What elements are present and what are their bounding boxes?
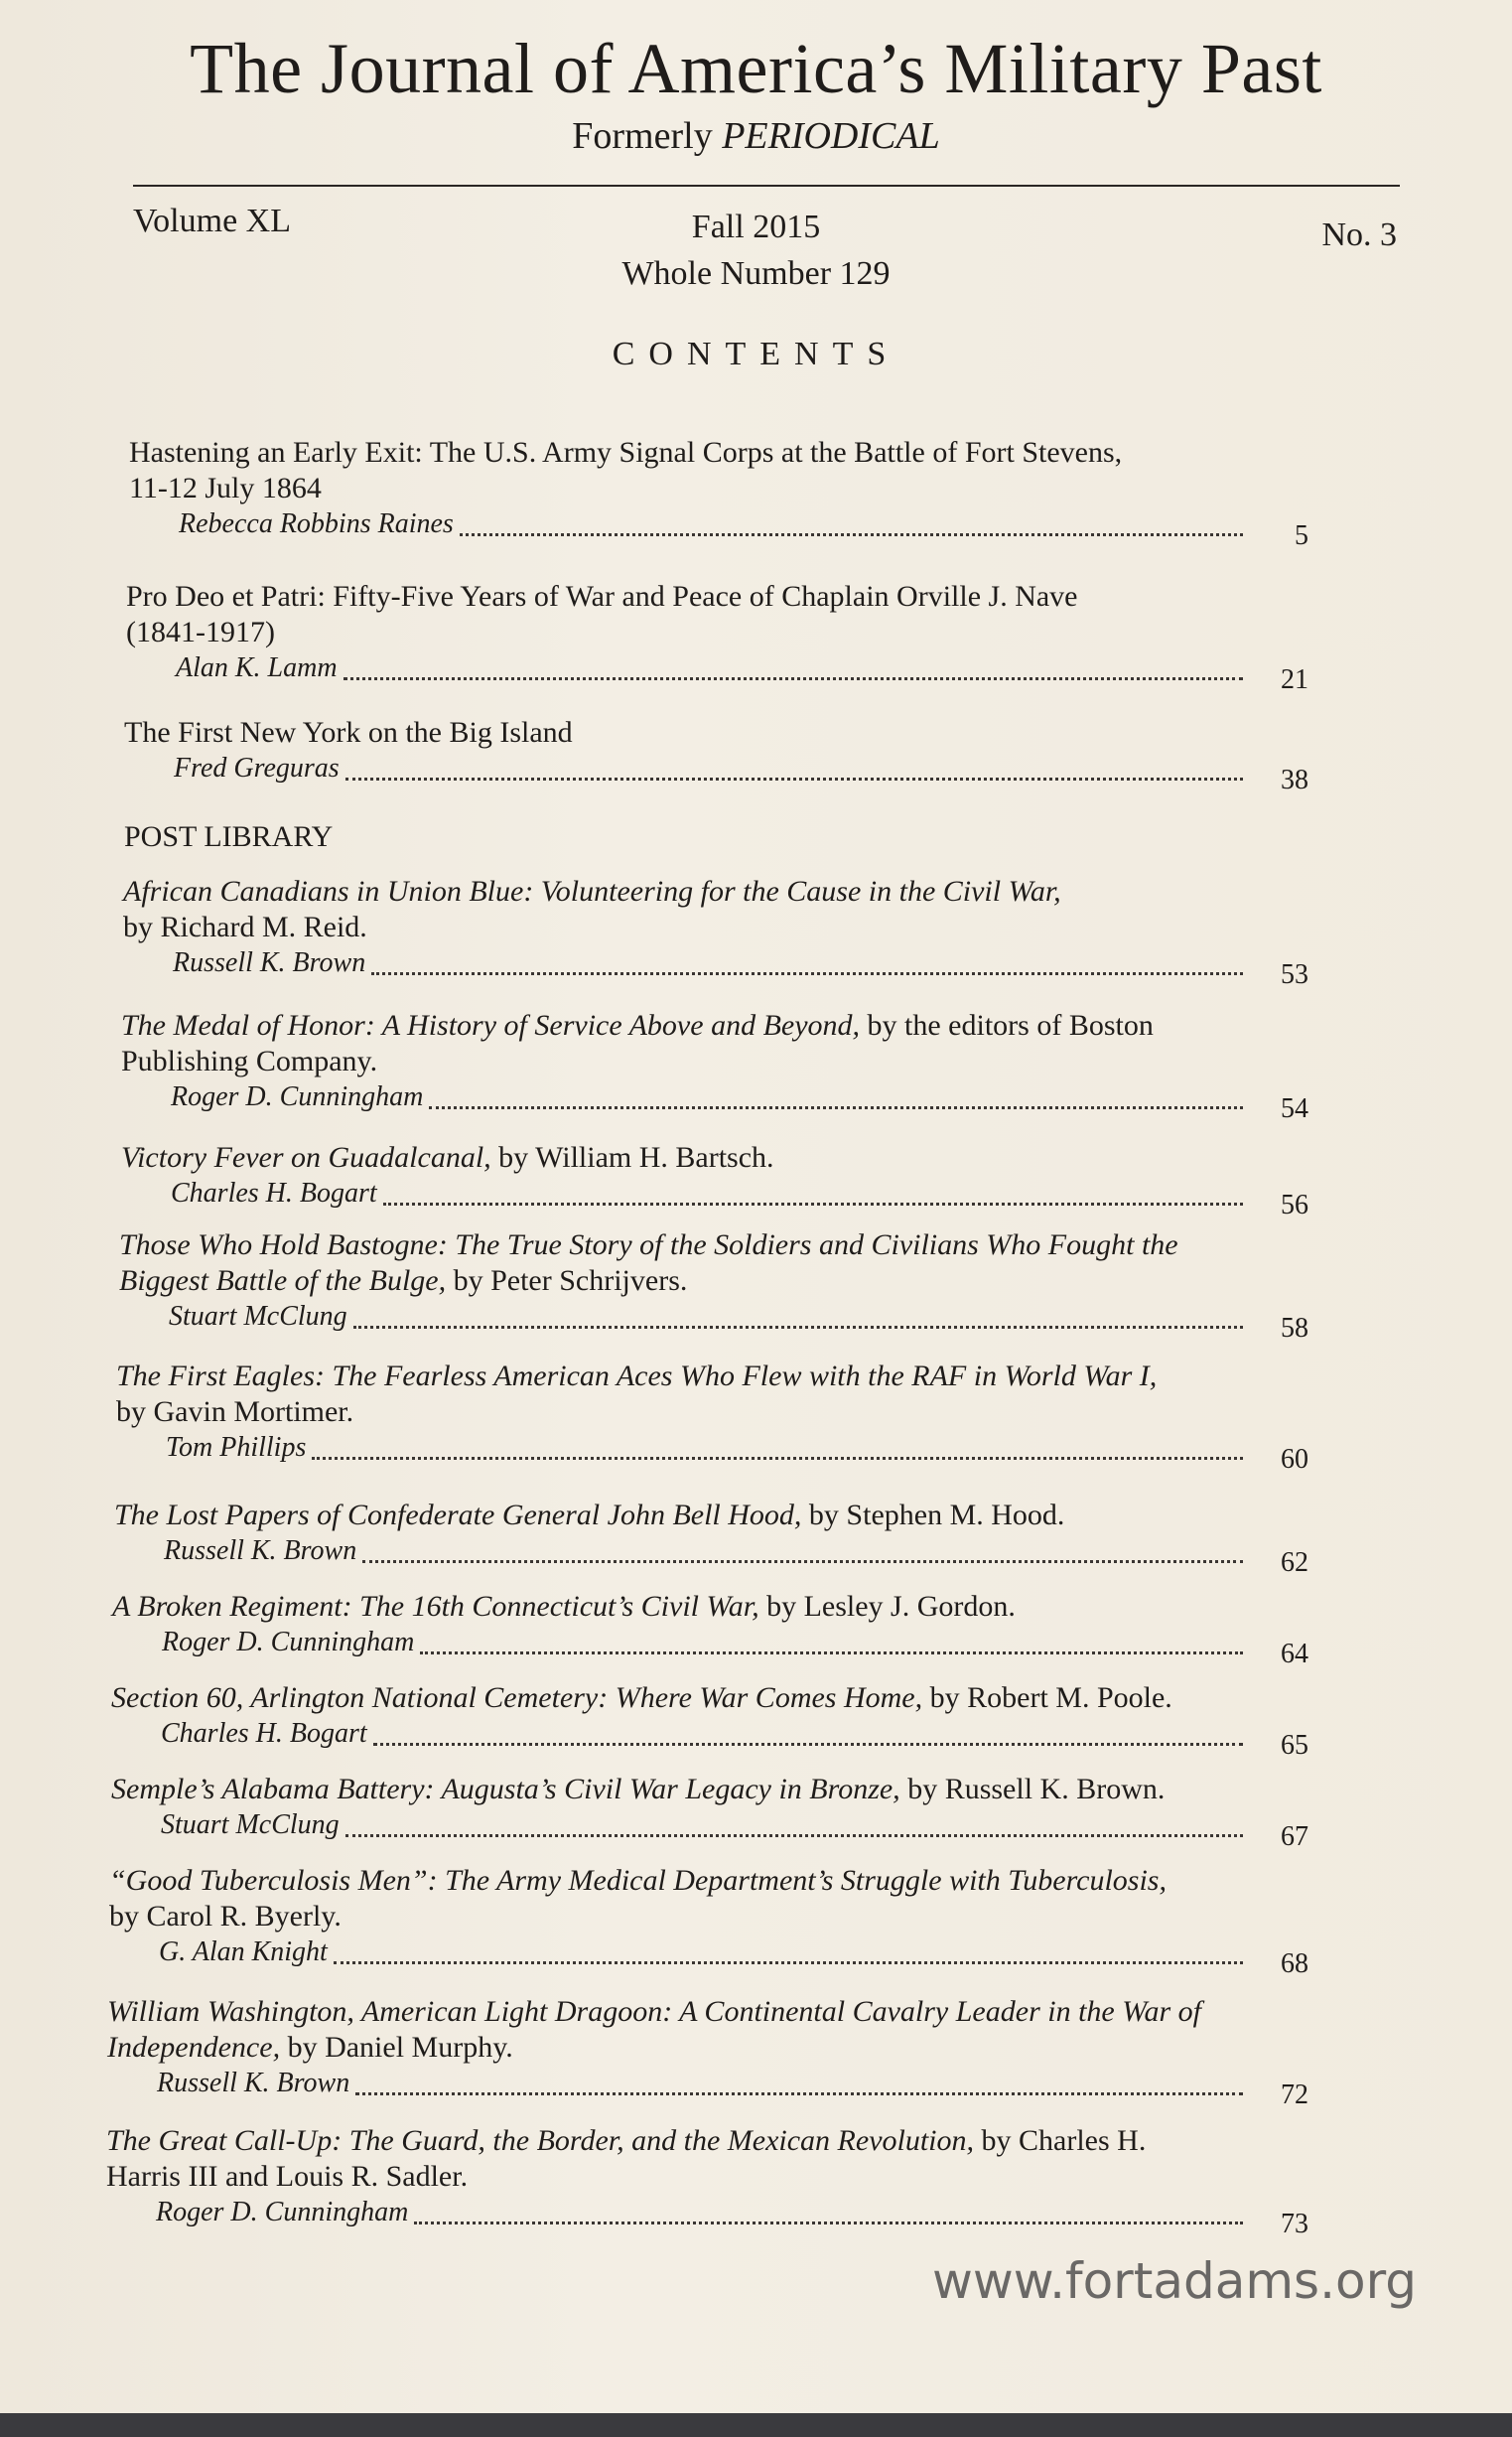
review-entry bbox=[116, 1359, 1308, 1475]
page-number: 56 bbox=[1281, 1190, 1308, 1220]
issue-number: No. 3 bbox=[1321, 216, 1397, 253]
review-entry bbox=[109, 1863, 1308, 1979]
volume-label: Volume XL bbox=[133, 203, 291, 239]
review-entry bbox=[121, 1140, 1308, 1220]
review-title-line bbox=[121, 1140, 1308, 1176]
formerly-prefix: Formerly bbox=[572, 115, 723, 157]
journal-title: The Journal of America’s Military Past bbox=[190, 29, 1322, 108]
review-title-line bbox=[107, 2030, 1308, 2066]
article-entry bbox=[129, 435, 1308, 551]
title-text: by Carol R. Byerly. bbox=[109, 1900, 342, 1933]
leader-dots bbox=[353, 1316, 1243, 1329]
contents-heading: CONTENTS bbox=[612, 336, 900, 372]
review-author-row bbox=[123, 945, 1308, 990]
article-title-line bbox=[126, 615, 1308, 650]
work-title: William Washington, American Light Dragoon: A Continental Cavalry Leader in the War of bbox=[107, 1995, 1201, 2028]
work-title: The Medal of Honor: A History of Service Above and Beyond, bbox=[121, 1009, 861, 1042]
review-author-row bbox=[111, 1807, 1308, 1852]
header-rule bbox=[133, 185, 1400, 187]
review-author-row bbox=[111, 1716, 1308, 1761]
page-number: 65 bbox=[1281, 1730, 1308, 1761]
article-entry bbox=[124, 715, 1308, 795]
review-author-row bbox=[107, 2066, 1308, 2110]
page-number: 5 bbox=[1295, 520, 1308, 551]
work-title: African Canadians in Union Blue: Volunteering for the Cause in the Civil War, bbox=[123, 875, 1061, 908]
article-title-line bbox=[129, 471, 1308, 506]
page-number: 67 bbox=[1281, 1821, 1308, 1852]
review-title-line bbox=[116, 1359, 1308, 1394]
review-entry bbox=[112, 1589, 1308, 1669]
work-title: “Good Tuberculosis Men”: The Army Medical Department’s Struggle with Tuberculosis, bbox=[109, 1864, 1167, 1897]
review-title-line bbox=[123, 874, 1308, 910]
author-name: Roger D. Cunningham bbox=[162, 1627, 415, 1657]
title-text: by Lesley J. Gordon. bbox=[758, 1590, 1016, 1623]
work-title: Independence, bbox=[107, 2031, 281, 2064]
review-author-row bbox=[116, 1430, 1308, 1475]
review-entry bbox=[111, 1680, 1308, 1761]
author-name: Russell K. Brown bbox=[164, 1535, 357, 1566]
author-name: Roger D. Cunningham bbox=[171, 1081, 424, 1112]
review-author-row bbox=[121, 1079, 1308, 1124]
author-name: Rebecca Robbins Raines bbox=[179, 508, 454, 539]
page-number: 62 bbox=[1281, 1547, 1308, 1578]
review-title-line bbox=[106, 2159, 1308, 2195]
review-author-row bbox=[112, 1625, 1308, 1669]
review-title-line bbox=[114, 1498, 1308, 1533]
review-entry bbox=[114, 1498, 1308, 1578]
leader-dots bbox=[345, 1824, 1243, 1837]
author-name: Tom Phillips bbox=[166, 1432, 307, 1463]
page-number: 58 bbox=[1281, 1313, 1308, 1344]
author-name: Stuart McClung bbox=[161, 1809, 340, 1840]
page-number: 53 bbox=[1281, 959, 1308, 990]
author-name: Alan K. Lamm bbox=[176, 652, 338, 683]
work-title: The First Eagles: The Fearless American Aces Who Flew with the RAF in World War I, bbox=[116, 1360, 1158, 1392]
work-title: A Broken Regiment: The 16th Connecticut’s Civil War, bbox=[112, 1590, 759, 1623]
article-title-line bbox=[129, 435, 1308, 471]
leader-dots bbox=[345, 768, 1243, 781]
page-number: 38 bbox=[1281, 765, 1308, 795]
review-title-line bbox=[107, 1994, 1308, 2030]
whole-number: Whole Number 129 bbox=[621, 255, 891, 292]
page-number: 60 bbox=[1281, 1444, 1308, 1475]
leader-dots bbox=[420, 1642, 1243, 1654]
page-number: 73 bbox=[1281, 2209, 1308, 2239]
website-watermark: www.fortadams.org bbox=[931, 2252, 1417, 2310]
leader-dots bbox=[362, 1550, 1243, 1563]
leader-dots bbox=[355, 2082, 1243, 2095]
author-name: Russell K. Brown bbox=[173, 947, 366, 978]
review-title-line bbox=[109, 1899, 1308, 1935]
season-label: Fall 2015 bbox=[691, 209, 821, 245]
title-text: Publishing Company. bbox=[121, 1045, 378, 1077]
title-text: by Richard M. Reid. bbox=[123, 911, 367, 943]
review-title-line bbox=[112, 1589, 1308, 1625]
title-text: Pro Deo et Patri: Fifty-Five Years of War and Peace of Chaplain Orville J. Nave bbox=[126, 580, 1078, 613]
title-text: (1841-1917) bbox=[126, 616, 275, 648]
title-text: by the editors of Boston bbox=[860, 1009, 1154, 1042]
title-text: by William H. Bartsch. bbox=[490, 1141, 774, 1174]
title-text: by Russell K. Brown. bbox=[899, 1773, 1166, 1805]
review-title-line bbox=[121, 1044, 1308, 1079]
review-entry bbox=[107, 1994, 1308, 2110]
review-entry bbox=[111, 1772, 1308, 1852]
leader-dots bbox=[414, 2212, 1243, 2224]
page-number: 72 bbox=[1281, 2079, 1308, 2110]
review-entry bbox=[119, 1227, 1308, 1344]
review-title-line bbox=[116, 1394, 1308, 1430]
article-entry bbox=[126, 579, 1308, 695]
leader-dots bbox=[334, 1951, 1243, 1964]
page-number: 21 bbox=[1281, 664, 1308, 695]
title-text: Harris III and Louis R. Sadler. bbox=[106, 2160, 469, 2193]
article-author-row bbox=[126, 650, 1308, 695]
leader-dots bbox=[371, 962, 1243, 975]
article-title-line bbox=[124, 715, 1308, 751]
leader-dots bbox=[373, 1733, 1243, 1746]
review-title-line bbox=[111, 1772, 1308, 1807]
review-title-line bbox=[119, 1263, 1308, 1299]
review-author-row bbox=[121, 1176, 1308, 1220]
author-name: Stuart McClung bbox=[169, 1301, 347, 1332]
title-text: by Daniel Murphy. bbox=[280, 2031, 513, 2064]
former-name: PERIODICAL bbox=[722, 115, 940, 157]
review-title-line bbox=[106, 2123, 1308, 2159]
review-author-row bbox=[114, 1533, 1308, 1578]
article-author-row bbox=[129, 506, 1308, 551]
leader-dots bbox=[383, 1193, 1243, 1206]
page-number: 64 bbox=[1281, 1639, 1308, 1669]
work-title: The Lost Papers of Confederate General John Bell Hood, bbox=[114, 1499, 802, 1531]
article-author-row bbox=[124, 751, 1308, 795]
leader-dots bbox=[429, 1096, 1243, 1109]
review-title-line bbox=[109, 1863, 1308, 1899]
work-title: Section 60, Arlington National Cemetery: Where War Comes Home, bbox=[111, 1681, 923, 1714]
title-text: by Peter Schrijvers. bbox=[446, 1264, 688, 1297]
author-name: Fred Greguras bbox=[174, 753, 340, 784]
scan-edge bbox=[0, 2413, 1512, 2437]
review-title-line bbox=[123, 910, 1308, 945]
review-title-line bbox=[111, 1680, 1308, 1716]
author-name: Charles H. Bogart bbox=[171, 1178, 377, 1209]
title-text: by Robert M. Poole. bbox=[922, 1681, 1172, 1714]
work-title: Semple’s Alabama Battery: Augusta’s Civil War Legacy in Bronze, bbox=[111, 1773, 900, 1805]
author-name: Roger D. Cunningham bbox=[156, 2197, 409, 2227]
title-text: by Charles H. bbox=[974, 2124, 1147, 2157]
page-number: 54 bbox=[1281, 1093, 1308, 1124]
work-title: Biggest Battle of the Bulge, bbox=[119, 1264, 447, 1297]
review-author-row bbox=[109, 1935, 1308, 1979]
work-title: Those Who Hold Bastogne: The True Story of the Soldiers and Civilians Who Fought the bbox=[119, 1228, 1178, 1261]
author-name: G. Alan Knight bbox=[159, 1936, 328, 1967]
author-name: Charles H. Bogart bbox=[161, 1718, 367, 1749]
review-title-line bbox=[119, 1227, 1308, 1263]
work-title: Victory Fever on Guadalcanal, bbox=[121, 1141, 491, 1174]
review-entry bbox=[121, 1008, 1308, 1124]
leader-dots bbox=[312, 1447, 1243, 1460]
title-text: by Gavin Mortimer. bbox=[116, 1395, 354, 1428]
journal-subtitle bbox=[0, 114, 1512, 158]
review-entry bbox=[106, 2123, 1308, 2239]
leader-dots bbox=[460, 523, 1243, 536]
article-title-line bbox=[126, 579, 1308, 615]
title-text: by Stephen M. Hood. bbox=[801, 1499, 1065, 1531]
review-author-row bbox=[119, 1299, 1308, 1344]
author-name: Russell K. Brown bbox=[157, 2068, 350, 2098]
title-text: 11-12 July 1864 bbox=[129, 472, 322, 504]
review-entry bbox=[123, 874, 1308, 990]
post-library-heading: POST LIBRARY bbox=[124, 820, 334, 853]
review-author-row bbox=[106, 2195, 1308, 2239]
review-title-line bbox=[121, 1008, 1308, 1044]
work-title: The Great Call-Up: The Guard, the Border, and the Mexican Revolution, bbox=[106, 2124, 975, 2157]
page-number: 68 bbox=[1281, 1948, 1308, 1979]
title-text: The First New York on the Big Island bbox=[124, 716, 573, 749]
title-text: Hastening an Early Exit: The U.S. Army Signal Corps at the Battle of Fort Stevens, bbox=[129, 436, 1123, 469]
leader-dots bbox=[344, 667, 1243, 680]
